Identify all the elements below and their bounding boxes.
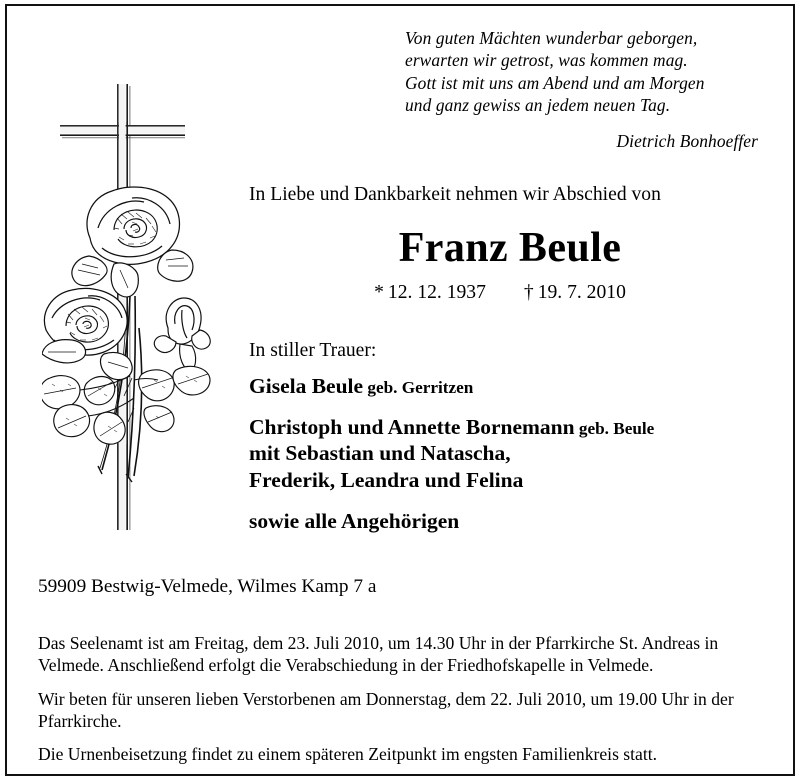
- service-paragraph: Wir beten für unseren lieben Verstorbenen am Donnerstag, dem 22. Juli 2010, um 19.00 Uhr in der Pfarrkirche.: [38, 688, 734, 732]
- mourner-line: [249, 373, 779, 400]
- service-paragraph: Die Urnenbeisetzung findet zu einem späteren Zeitpunkt im engsten Familienkreis statt.: [38, 744, 658, 765]
- mourner-group: [249, 373, 779, 400]
- mourner-group: [249, 414, 779, 494]
- mourner-line: [249, 467, 779, 494]
- address-line: 59909 Bestwig-Velmede, Wilmes Kamp 7 a: [38, 576, 377, 597]
- poem-line: und ganz gewiss an jedem neuen Tag.: [405, 95, 671, 116]
- life-dates: [240, 283, 760, 303]
- mourner-group: [249, 508, 779, 535]
- birth-date-group: [374, 282, 486, 303]
- mourner-name: mit Sebastian und Natascha,: [249, 441, 511, 466]
- mourner-maiden-name: geb. Beule: [574, 418, 655, 438]
- service-details: [38, 632, 766, 766]
- mourner-name: Christoph und Annette Bornemann: [249, 414, 575, 439]
- intro-text: In Liebe und Dankbarkeit nehmen wir Abschied von: [249, 184, 661, 205]
- poem-attribution: Dietrich Bonhoeffer: [616, 131, 758, 152]
- birth-date: 12. 12. 1937: [387, 282, 486, 303]
- death-date-group: [524, 282, 626, 303]
- mourner-maiden-name: geb. Gerritzen: [363, 378, 474, 397]
- mourner-name: sowie alle Angehörigen: [249, 508, 460, 533]
- mourner-name: Frederik, Leandra und Felina: [249, 467, 524, 492]
- poem-line: Gott ist mit uns am Abend und am Morgen: [405, 72, 705, 93]
- birth-star-icon: *: [374, 282, 384, 303]
- deceased-name: Franz Beule: [398, 225, 622, 271]
- memorial-poem: [405, 27, 760, 153]
- death-date: 19. 7. 2010: [537, 282, 626, 303]
- mourner-line: [249, 440, 779, 467]
- mourners-list: [249, 373, 779, 534]
- service-paragraph: Das Seelenamt ist am Freitag, dem 23. Juli 2010, um 14.30 Uhr in der Pfarrkirche St. Andreas in Velmede. Anschließend erfolgt die Verabschiedung in der Friedhofskapelle in Velmede.: [38, 633, 719, 676]
- poem-line: erwarten wir getrost, was kommen mag.: [405, 50, 688, 71]
- mourners-label: In stiller Trauer:: [249, 340, 377, 361]
- mourner-line: [249, 414, 779, 441]
- mourner-line: [249, 508, 779, 535]
- cross-with-roses-icon: [42, 78, 232, 538]
- mourner-name: Gisela Beule: [249, 374, 364, 398]
- poem-line: Von guten Mächten wunderbar geborgen,: [405, 28, 698, 48]
- death-cross-icon: †: [523, 282, 534, 303]
